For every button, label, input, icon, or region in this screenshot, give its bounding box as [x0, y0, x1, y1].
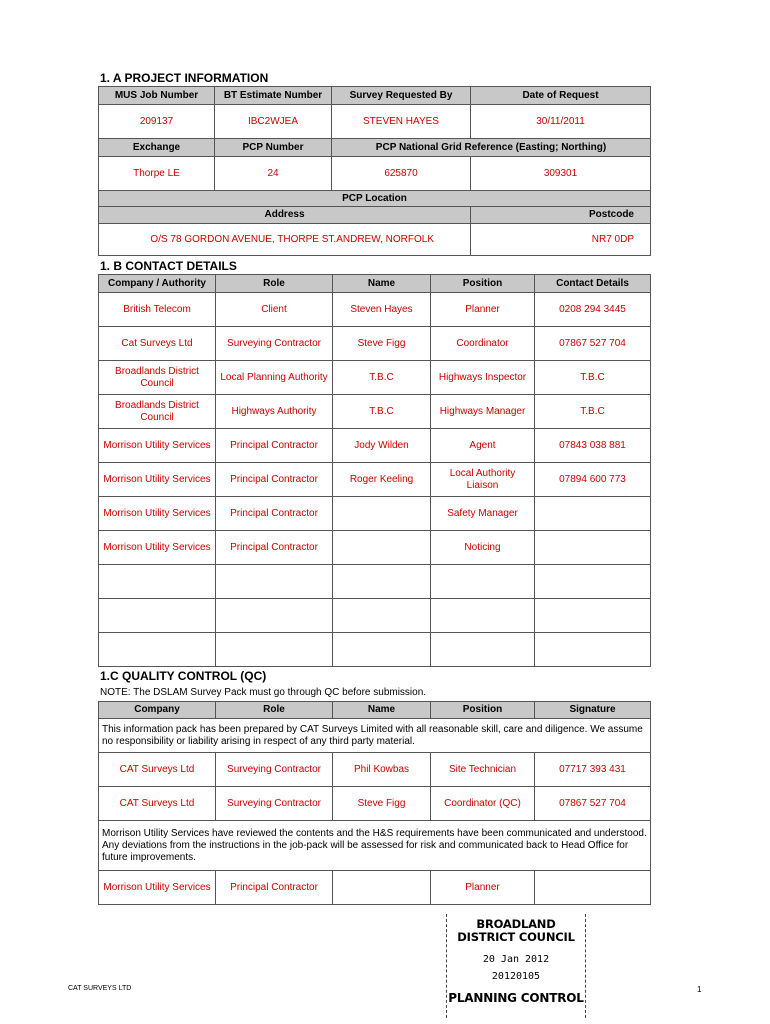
- header-exchange: Exchange: [99, 139, 215, 157]
- company-cell: Broadlands District Council: [99, 395, 216, 429]
- company-cell: Morrison Utility Services: [99, 871, 216, 905]
- role-cell: Principal Contractor: [216, 463, 333, 497]
- contact-cell: 0208 294 3445: [535, 293, 651, 327]
- header-name: Name: [333, 275, 431, 293]
- position-cell: Coordinator (QC): [431, 787, 535, 821]
- survey-requested-by: STEVEN HAYES: [332, 105, 471, 139]
- company-cell: CAT Surveys Ltd: [99, 787, 216, 821]
- name-cell: [333, 599, 431, 633]
- pcp-postcode: NR7 0DP: [471, 224, 651, 256]
- planning-stamp: [446, 914, 586, 1018]
- header-role: Role: [216, 702, 333, 719]
- section-a-title: 1. A PROJECT INFORMATION: [100, 71, 269, 85]
- table-row: [99, 293, 651, 327]
- position-cell: [431, 633, 535, 667]
- contact-details-table: [98, 274, 651, 667]
- contact-cell: [535, 565, 651, 599]
- pcp-number: 24: [215, 157, 332, 191]
- table-row: [99, 787, 651, 821]
- pcp-easting: 625870: [332, 157, 471, 191]
- contact-cell: T.B.C: [535, 395, 651, 429]
- position-cell: Highways Manager: [431, 395, 535, 429]
- name-cell: [333, 565, 431, 599]
- table-row: [99, 753, 651, 787]
- exchange: Thorpe LE: [99, 157, 215, 191]
- contact-cell: 07894 600 773: [535, 463, 651, 497]
- stamp-date: 20 Jan 2012: [482, 954, 550, 965]
- table-row: [99, 463, 651, 497]
- name-cell: Roger Keeling: [333, 463, 431, 497]
- position-cell: [431, 565, 535, 599]
- header-signature: Signature: [535, 702, 651, 719]
- company-cell: Morrison Utility Services: [99, 429, 216, 463]
- role-cell: Principal Contractor: [216, 871, 333, 905]
- role-cell: [216, 599, 333, 633]
- company-cell: [99, 565, 216, 599]
- contact-cell: 07843 038 881: [535, 429, 651, 463]
- table-row: [99, 871, 651, 905]
- company-cell: Morrison Utility Services: [99, 463, 216, 497]
- name-cell: [333, 871, 431, 905]
- section-b-title: 1. B CONTACT DETAILS: [100, 259, 237, 273]
- pcp-address: O/S 78 GORDON AVENUE, THORPE ST.ANDREW, NORFOLK: [99, 224, 471, 256]
- table-row: [99, 599, 651, 633]
- company-cell: British Telecom: [99, 293, 216, 327]
- name-cell: Jody Wilden: [333, 429, 431, 463]
- header-contact-details: Contact Details: [535, 275, 651, 293]
- signature-cell: [535, 871, 651, 905]
- role-cell: Surveying Contractor: [216, 787, 333, 821]
- header-bt-estimate-number: BT Estimate Number: [215, 87, 332, 105]
- mus-job-number: 209137: [99, 105, 215, 139]
- section-c-title: 1.C QUALITY CONTROL (QC): [100, 669, 267, 683]
- role-cell: Surveying Contractor: [216, 753, 333, 787]
- header-pcp-location: PCP Location: [99, 191, 651, 207]
- name-cell: T.B.C: [333, 361, 431, 395]
- footer-company: CAT SURVEYS LTD: [68, 985, 132, 992]
- name-cell: Phil Kowbas: [333, 753, 431, 787]
- contact-cell: T.B.C: [535, 361, 651, 395]
- role-cell: [216, 633, 333, 667]
- header-address: Address: [99, 207, 471, 224]
- header-position: Position: [431, 275, 535, 293]
- position-cell: [431, 599, 535, 633]
- header-name: Name: [333, 702, 431, 719]
- role-cell: Highways Authority: [216, 395, 333, 429]
- page-number: 1: [697, 985, 702, 994]
- company-cell: [99, 599, 216, 633]
- table-row: [99, 361, 651, 395]
- stamp-ref: 20120105: [491, 971, 541, 982]
- company-cell: CAT Surveys Ltd: [99, 753, 216, 787]
- name-cell: Steve Figg: [333, 787, 431, 821]
- table-row: [99, 497, 651, 531]
- position-cell: Agent: [431, 429, 535, 463]
- role-cell: Client: [216, 293, 333, 327]
- table-row: [99, 531, 651, 565]
- name-cell: Steve Figg: [333, 327, 431, 361]
- position-cell: Noticing: [431, 531, 535, 565]
- role-cell: Local Planning Authority: [216, 361, 333, 395]
- header-pcp-grid-reference: PCP National Grid Reference (Easting; Northing): [332, 139, 651, 157]
- header-date-of-request: Date of Request: [471, 87, 651, 105]
- qc-note: NOTE: The DSLAM Survey Pack must go through QC before submission.: [100, 687, 427, 698]
- header-pcp-number: PCP Number: [215, 139, 332, 157]
- position-cell: Highways Inspector: [431, 361, 535, 395]
- signature-cell: 07717 393 431: [535, 753, 651, 787]
- date-of-request: 30/11/2011: [471, 105, 651, 139]
- stamp-line3: PLANNING CONTROL: [448, 991, 584, 1005]
- role-cell: Surveying Contractor: [216, 327, 333, 361]
- role-cell: [216, 565, 333, 599]
- position-cell: Site Technician: [431, 753, 535, 787]
- contact-cell: 07867 527 704: [535, 327, 651, 361]
- bt-estimate-number: IBC2WJEA: [215, 105, 332, 139]
- header-role: Role: [216, 275, 333, 293]
- table-row: [99, 429, 651, 463]
- contact-cell: [535, 633, 651, 667]
- header-survey-requested-by: Survey Requested By: [332, 87, 471, 105]
- position-cell: Local Authority Liaison: [431, 463, 535, 497]
- quality-control-table: [98, 701, 651, 905]
- table-row: [99, 395, 651, 429]
- position-cell: Safety Manager: [431, 497, 535, 531]
- company-cell: Broadlands District Council: [99, 361, 216, 395]
- pcp-northing: 309301: [471, 157, 651, 191]
- header-company-authority: Company / Authority: [99, 275, 216, 293]
- company-cell: Morrison Utility Services: [99, 531, 216, 565]
- header-position: Position: [431, 702, 535, 719]
- contact-cell: [535, 531, 651, 565]
- role-cell: Principal Contractor: [216, 429, 333, 463]
- project-info-table: [98, 86, 651, 256]
- qc-statement-cat-surveys: This information pack has been prepared by CAT Surveys Limited with all reasonable skill, care and diligence. We assume no responsibility or liability arising in respect of any third party material.: [99, 719, 651, 753]
- header-postcode: Postcode: [471, 207, 651, 224]
- signature-cell: 07867 527 704: [535, 787, 651, 821]
- role-cell: Principal Contractor: [216, 531, 333, 565]
- position-cell: Planner: [431, 293, 535, 327]
- name-cell: T.B.C: [333, 395, 431, 429]
- table-row: [99, 633, 651, 667]
- name-cell: [333, 497, 431, 531]
- name-cell: Steven Hayes: [333, 293, 431, 327]
- qc-statement-morrison: Morrison Utility Services have reviewed the contents and the H&S requirements have been communicated and understood. Any deviations from the instructions in the job-pack will be assessed for risk and communicated back to Head Office for future improvements.: [99, 821, 651, 871]
- name-cell: [333, 633, 431, 667]
- name-cell: [333, 531, 431, 565]
- position-cell: Coordinator: [431, 327, 535, 361]
- header-mus-job-number: MUS Job Number: [99, 87, 215, 105]
- role-cell: Principal Contractor: [216, 497, 333, 531]
- company-cell: [99, 633, 216, 667]
- company-cell: Cat Surveys Ltd: [99, 327, 216, 361]
- table-row: [99, 327, 651, 361]
- contact-cell: [535, 497, 651, 531]
- company-cell: Morrison Utility Services: [99, 497, 216, 531]
- position-cell: Planner: [431, 871, 535, 905]
- stamp-line2: DISTRICT COUNCIL: [457, 930, 575, 944]
- header-company: Company: [99, 702, 216, 719]
- stamp-line1: BROADLAND: [476, 917, 556, 931]
- contact-cell: [535, 599, 651, 633]
- table-row: [99, 565, 651, 599]
